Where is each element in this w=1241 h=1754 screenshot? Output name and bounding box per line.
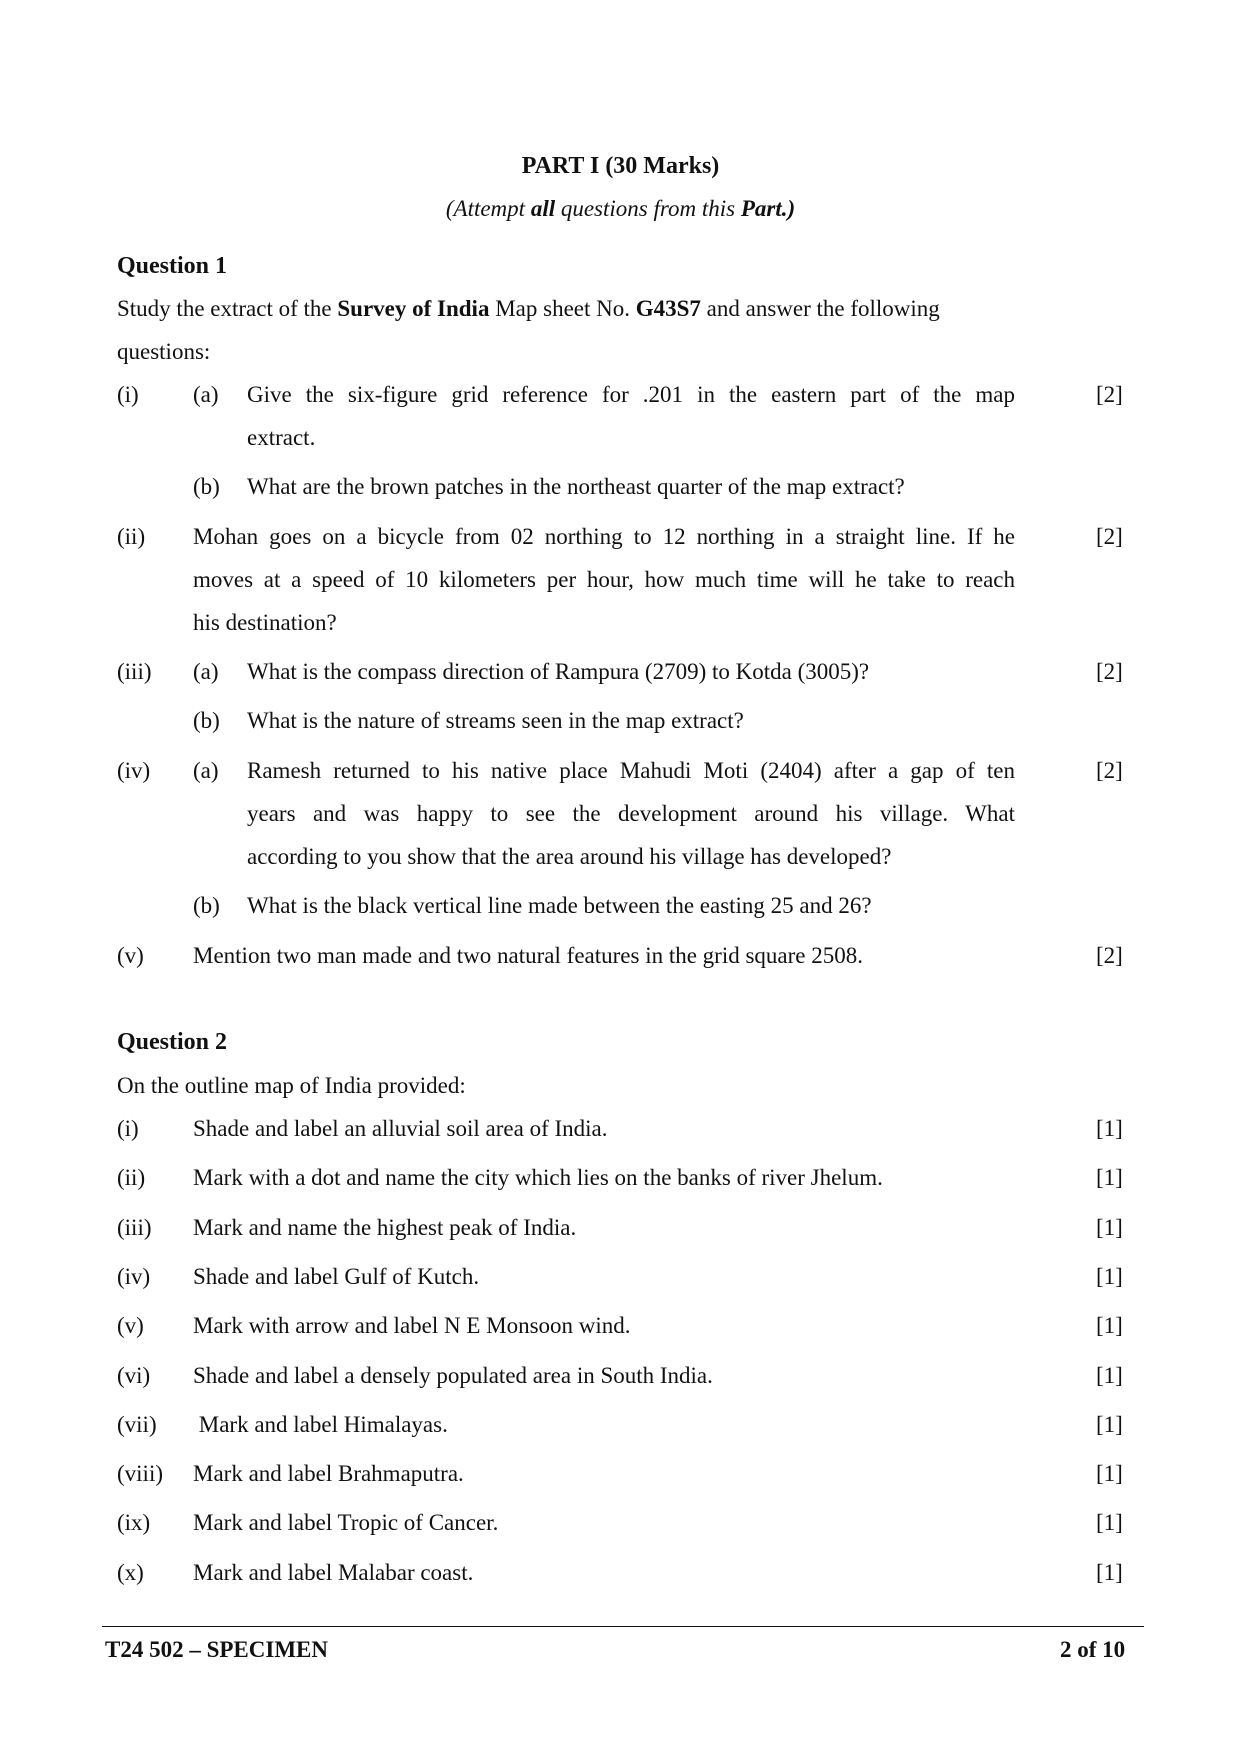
q1-iii-b-text: What is the nature of streams seen in the map extract? <box>247 708 744 733</box>
q1-iv-a-text-line2: years and was happy to see the development around his village. What <box>247 801 1015 826</box>
q2-item-number: (x) <box>117 1560 144 1585</box>
footer-divider <box>102 1626 1144 1627</box>
q1-iii-marks: [2] <box>1096 659 1123 684</box>
q1-ii-number: (ii) <box>117 524 146 549</box>
q2-item-marks: [1] <box>1096 1215 1123 1240</box>
q2-item-text: Mark and label Tropic of Cancer. <box>193 1510 499 1535</box>
q1-iv-b-label: (b) <box>193 893 220 918</box>
q1-iii-a-label: (a) <box>193 659 219 684</box>
q1-iv-a-label: (a) <box>193 758 219 783</box>
q2-item-text: Mark and label Himalayas. <box>193 1412 448 1437</box>
q1-ii-text-line2: moves at a speed of 10 kilometers per hour, how much time will he take to reach <box>193 567 1015 592</box>
part-title: PART I (30 Marks) <box>521 153 720 179</box>
q1-ii-text-line3: his destination? <box>193 610 337 635</box>
question-2-heading: Question 2 <box>117 1029 228 1055</box>
question-1-heading: Question 1 <box>117 253 228 279</box>
q2-item-text: Shade and label an alluvial soil area of India. <box>193 1116 608 1141</box>
q1-iv-a-text-line1: Ramesh returned to his native place Mahudi Moti (2404) after a gap of ten <box>247 758 1015 783</box>
q1-i-number: (i) <box>117 382 139 407</box>
q2-item-text: Mark and label Brahmaputra. <box>193 1461 464 1486</box>
q1-iv-b-text: What is the black vertical line made between the easting 25 and 26? <box>247 893 872 918</box>
q2-item-marks: [1] <box>1096 1560 1123 1585</box>
q2-item-number: (vii) <box>117 1412 157 1437</box>
q1-iii-a-text: What is the compass direction of Rampura (2709) to Kotda (3005)? <box>247 659 870 684</box>
q1-i-b-text: What are the brown patches in the northeast quarter of the map extract? <box>247 474 905 499</box>
question-2-intro: On the outline map of India provided: <box>117 1073 466 1098</box>
q2-item-number: (i) <box>117 1116 139 1141</box>
question-1-intro: Study the extract of the Survey of India Map sheet No. G43S7 and answer the following <box>117 296 940 321</box>
footer-page-number: 2 of 10 <box>1060 1637 1126 1662</box>
q2-item-number: (iii) <box>117 1215 152 1240</box>
q2-item-text: Mark and name the highest peak of India. <box>193 1215 577 1240</box>
q1-v-number: (v) <box>117 943 144 968</box>
q2-item-marks: [1] <box>1096 1363 1123 1388</box>
q2-item-text: Shade and label a densely populated area in South India. <box>193 1363 713 1388</box>
q2-item-text: Mark and label Malabar coast. <box>193 1560 474 1585</box>
q2-item-marks: [1] <box>1096 1412 1123 1437</box>
q2-item-text: Mark with a dot and name the city which lies on the banks of river Jhelum. <box>193 1165 883 1190</box>
q1-v-text: Mention two man made and two natural features in the grid square 2508. <box>193 943 864 968</box>
q1-iii-b-label: (b) <box>193 708 220 733</box>
q1-i-a-label: (a) <box>193 382 219 407</box>
q2-item-number: (ix) <box>117 1510 151 1535</box>
question-1-intro-line2: questions: <box>117 339 211 364</box>
q2-item-marks: [1] <box>1096 1264 1123 1289</box>
q1-i-marks: [2] <box>1096 382 1123 407</box>
part-instruction: (Attempt all questions from this Part.) <box>445 196 796 221</box>
q2-item-marks: [1] <box>1096 1510 1123 1535</box>
q2-item-marks: [1] <box>1096 1165 1123 1190</box>
q2-item-number: (vi) <box>117 1363 151 1388</box>
q1-ii-text-line1: Mohan goes on a bicycle from 02 northing to 12 northing in a straight line. If he <box>193 524 1015 549</box>
footer-paper-code: T24 502 – SPECIMEN <box>105 1637 328 1662</box>
q1-i-a-text-line2: extract. <box>247 425 316 450</box>
q2-item-number: (ii) <box>117 1165 146 1190</box>
q1-iv-a-text-line3: according to you show that the area around his village has developed? <box>247 844 892 869</box>
q1-iv-marks: [2] <box>1096 758 1123 783</box>
q2-item-marks: [1] <box>1096 1313 1123 1338</box>
q2-item-marks: [1] <box>1096 1461 1123 1486</box>
q1-iv-number: (iv) <box>117 758 151 783</box>
q2-item-number: (viii) <box>117 1461 163 1486</box>
q1-v-marks: [2] <box>1096 943 1123 968</box>
q2-item-marks: [1] <box>1096 1116 1123 1141</box>
q2-item-text: Mark with arrow and label N E Monsoon wind. <box>193 1313 631 1338</box>
q2-item-number: (iv) <box>117 1264 151 1289</box>
q1-i-a-text-line1: Give the six-figure grid reference for .201 in the eastern part of the map <box>247 382 1015 407</box>
q1-ii-marks: [2] <box>1096 524 1123 549</box>
q2-item-number: (v) <box>117 1313 144 1338</box>
q2-item-text: Shade and label Gulf of Kutch. <box>193 1264 480 1289</box>
q1-iii-number: (iii) <box>117 659 152 684</box>
q1-i-b-label: (b) <box>193 474 220 499</box>
